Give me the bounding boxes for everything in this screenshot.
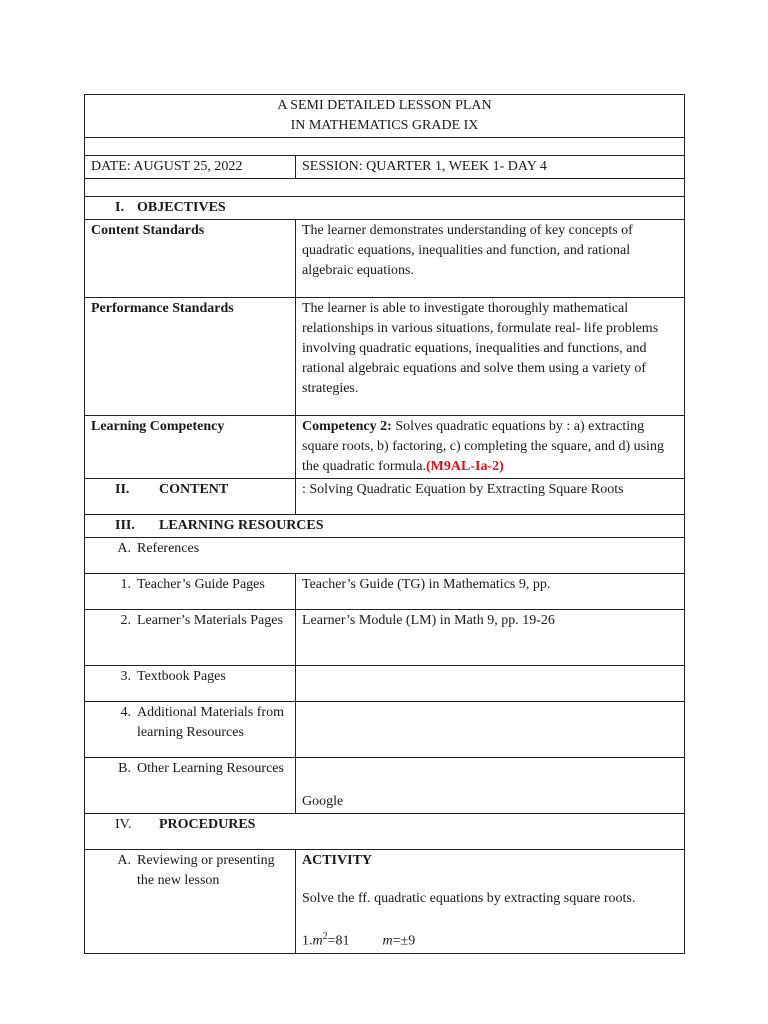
procedures-heading-text: PROCEDURES bbox=[159, 817, 256, 832]
references-marker: A. bbox=[117, 541, 131, 556]
objectives-heading-text: OBJECTIVES bbox=[137, 200, 226, 215]
resource-marker: 3. bbox=[120, 669, 131, 684]
resources-heading-text: LEARNING RESOURCES bbox=[159, 518, 324, 533]
example-exponent: 2 bbox=[322, 931, 328, 942]
resource-row-tg bbox=[85, 574, 685, 610]
title-cell bbox=[85, 95, 685, 138]
resource-label: Textbook Pages bbox=[137, 669, 226, 684]
spacer-row bbox=[85, 138, 685, 156]
other-resources-value: Google bbox=[296, 758, 685, 814]
other-resources-marker: B. bbox=[118, 761, 131, 776]
competency-body: Solves quadratic equations by : a) extracting square roots, b) factoring, c) completing the square, and d) using the quadratic formula. bbox=[302, 419, 664, 474]
spacer-row bbox=[85, 179, 685, 197]
session-cell: SESSION: QUARTER 1, WEEK 1- DAY 4 bbox=[296, 156, 685, 179]
title-row bbox=[85, 95, 685, 138]
activity-cell bbox=[296, 850, 685, 954]
example-number: 1. bbox=[302, 933, 313, 949]
content-numeral: II. bbox=[115, 482, 130, 497]
content-text: : Solving Quadratic Equation by Extracting Square Roots bbox=[296, 479, 685, 515]
resource-value: Learner’s Module (LM) in Math 9, pp. 19-26 bbox=[296, 610, 685, 666]
resource-row-textbook bbox=[85, 666, 685, 702]
resource-label: Teacher’s Guide Pages bbox=[137, 577, 265, 592]
content-standards-row bbox=[85, 220, 685, 298]
resource-value bbox=[296, 702, 685, 758]
resource-marker: 2. bbox=[120, 613, 131, 628]
title-line-1: A SEMI DETAILED LESSON PLAN bbox=[277, 98, 492, 113]
resource-value bbox=[296, 666, 685, 702]
objectives-heading bbox=[85, 197, 685, 220]
answer-variable: m bbox=[382, 933, 393, 949]
procedures-heading-row bbox=[85, 814, 685, 850]
date-session-row bbox=[85, 156, 685, 179]
content-standards-label: Content Standards bbox=[85, 220, 296, 298]
performance-standards-row bbox=[85, 298, 685, 416]
procedures-numeral: IV. bbox=[115, 817, 132, 832]
content-row bbox=[85, 479, 685, 515]
learning-competency-text bbox=[296, 416, 685, 479]
resource-row-additional bbox=[85, 702, 685, 758]
title-line-2: IN MATHEMATICS GRADE IX bbox=[290, 118, 479, 133]
resource-marker: 4. bbox=[120, 705, 131, 720]
other-resources-label: Other Learning Resources bbox=[137, 761, 284, 776]
objectives-heading-row bbox=[85, 197, 685, 220]
activity-instruction: Solve the ff. quadratic equations by extracting square roots. bbox=[302, 891, 636, 906]
lesson-plan-table bbox=[84, 94, 685, 954]
example-rhs: =81 bbox=[327, 933, 350, 949]
competency-code: (M9AL-Ia-2) bbox=[426, 459, 504, 474]
activity-heading: ACTIVITY bbox=[302, 853, 373, 868]
procedure-step-label: Reviewing or presenting the new lesson bbox=[137, 853, 275, 888]
resource-label: Learner’s Materials Pages bbox=[137, 613, 283, 628]
example-variable: m bbox=[312, 933, 323, 949]
procedure-step-marker: A. bbox=[117, 853, 131, 868]
content-heading bbox=[85, 479, 296, 515]
references-cell bbox=[85, 538, 685, 574]
resources-heading-row bbox=[85, 515, 685, 538]
resource-marker: 1. bbox=[120, 577, 131, 592]
competency-prefix: Competency 2: bbox=[302, 419, 392, 434]
other-resources-row bbox=[85, 758, 685, 814]
content-heading-text: CONTENT bbox=[159, 482, 229, 497]
references-label: References bbox=[137, 541, 200, 556]
resource-row-lm bbox=[85, 610, 685, 666]
content-standards-text: The learner demonstrates understanding of key concepts of quadratic equations, inequalities and function, and rational algebraic equations. bbox=[296, 220, 685, 298]
activity-example bbox=[302, 927, 678, 952]
resource-label: Additional Materials from learning Resources bbox=[137, 705, 284, 740]
objectives-numeral: I. bbox=[115, 200, 124, 215]
performance-standards-label: Performance Standards bbox=[85, 298, 296, 416]
performance-standards-text: The learner is able to investigate thoroughly mathematical relationships in various situations, formulate real- life problems involving quadratic equations, inequalities and functions, and rational algebraic equations and solve them using a variety of strategies. bbox=[296, 298, 685, 416]
date-cell: DATE: AUGUST 25, 2022 bbox=[85, 156, 296, 179]
procedures-heading bbox=[85, 814, 685, 850]
resource-value: Teacher’s Guide (TG) in Mathematics 9, pp. bbox=[296, 574, 685, 610]
resources-heading bbox=[85, 515, 685, 538]
references-row bbox=[85, 538, 685, 574]
resources-numeral: III. bbox=[115, 518, 135, 533]
learning-competency-label: Learning Competency bbox=[85, 416, 296, 479]
procedure-step-row bbox=[85, 850, 685, 954]
answer-rhs: =±9 bbox=[392, 933, 416, 949]
learning-competency-row bbox=[85, 416, 685, 479]
